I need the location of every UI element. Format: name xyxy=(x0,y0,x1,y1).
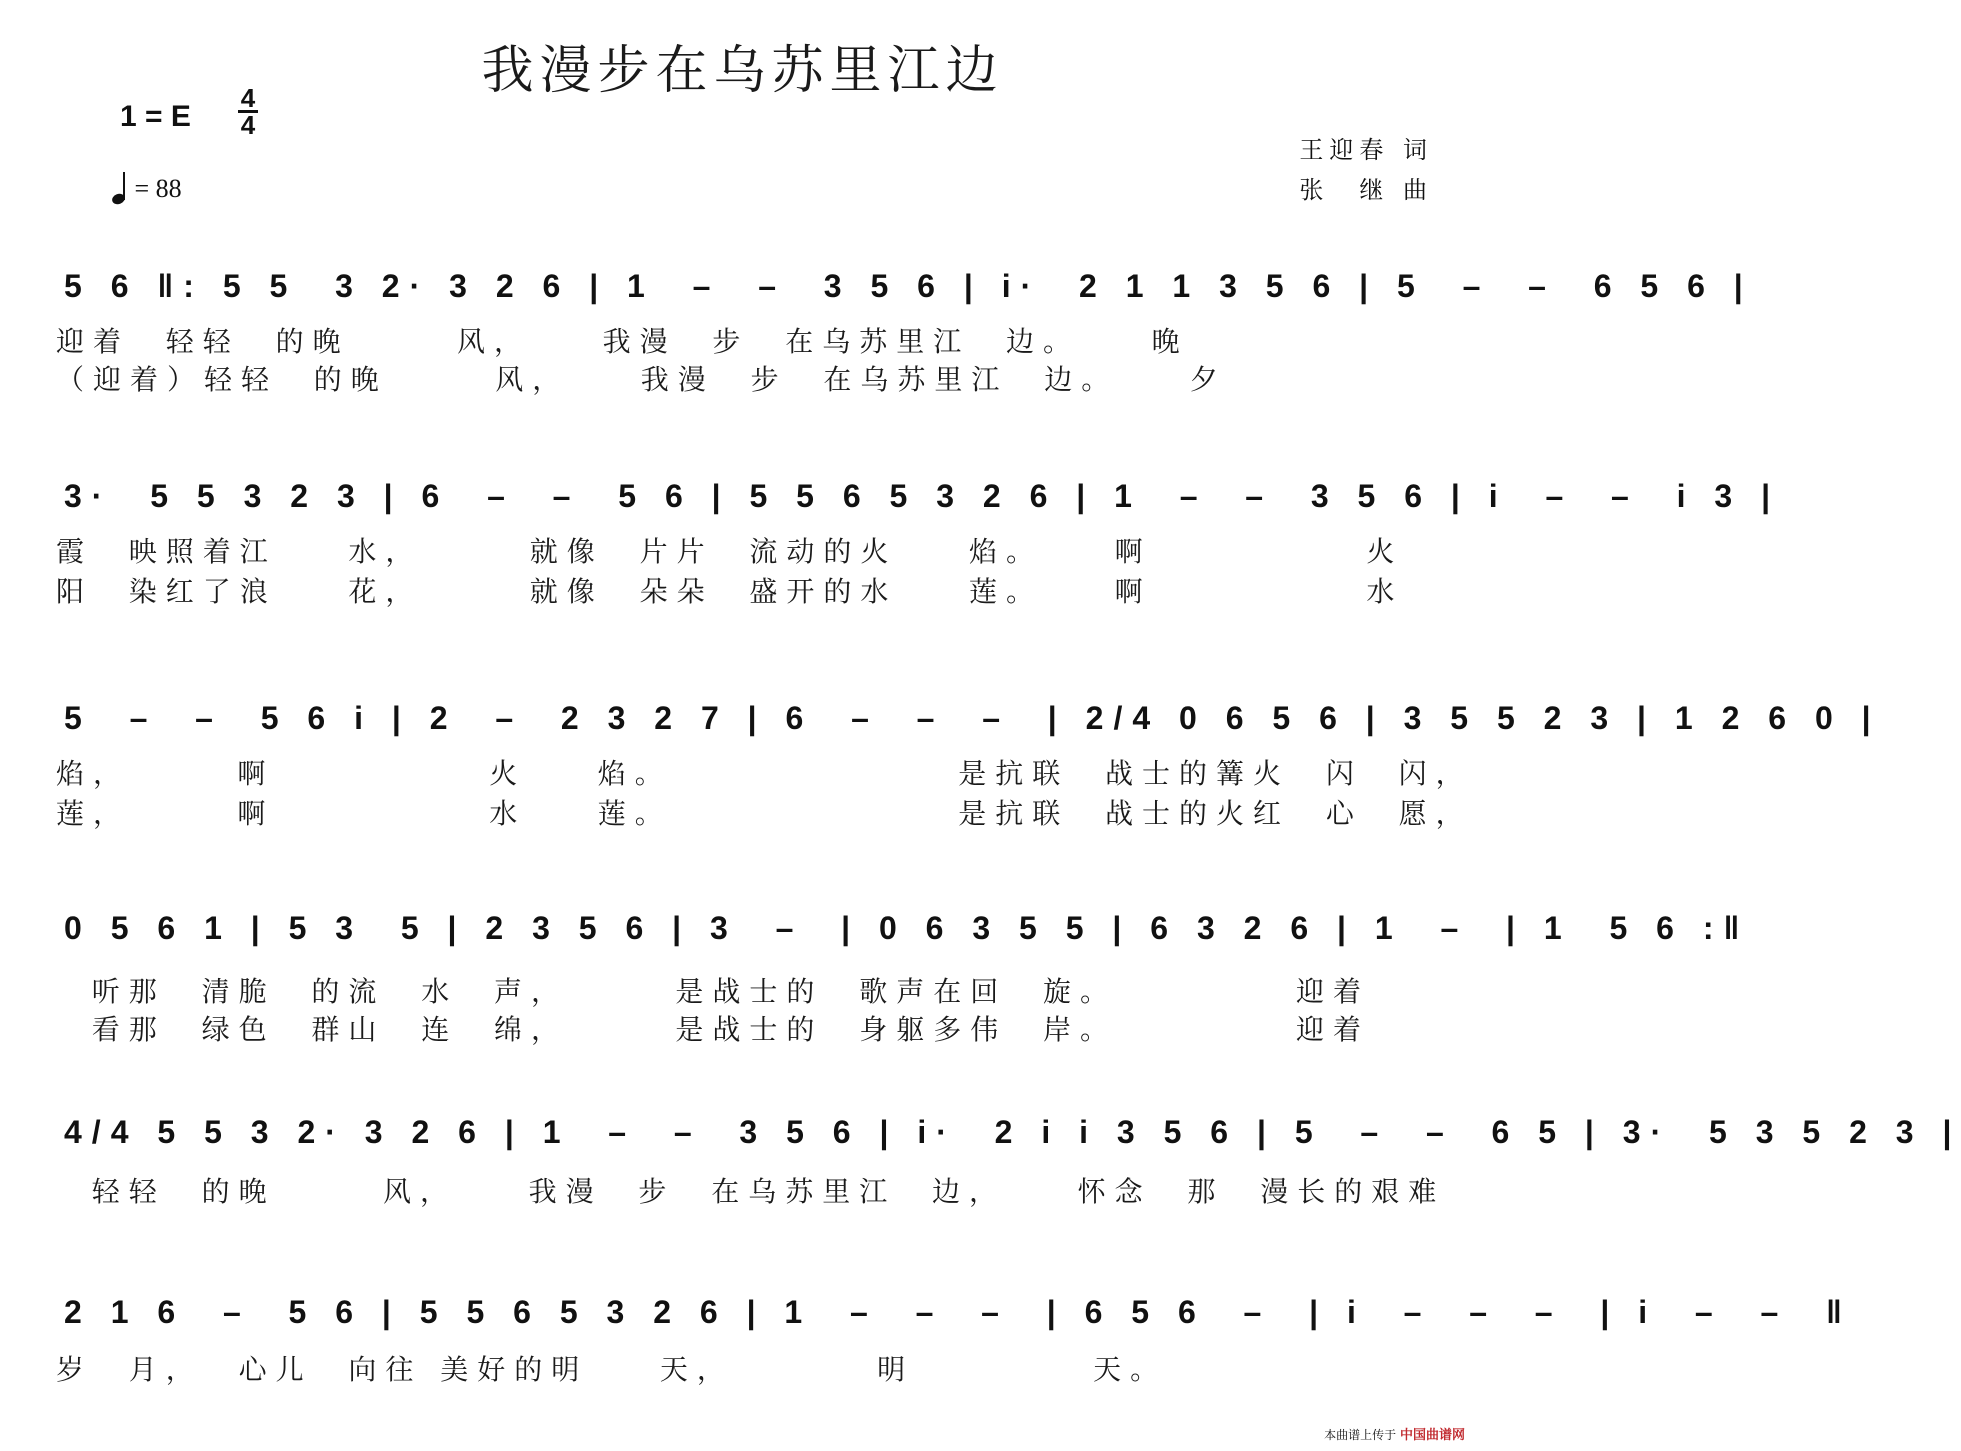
lyric-verse-2: （迎着）轻轻 的晚 风， 我漫 步 在乌苏里江 边。 夕 xyxy=(56,363,1227,396)
notation-line xyxy=(56,1104,1961,1166)
lyric-verse-1: 听那 清脆 的流 水 声， 是战士的 歌声在回 旋。 迎着 xyxy=(56,975,1371,1008)
jianpu-notes: 5 – – 5 6 i | 2 – 2 3 2 7 | 6 – – – | 2/4 0 6 5 6 | 3 5 5 2 3 | 1 2 6 0 | xyxy=(64,700,1881,736)
time-signature xyxy=(236,83,260,140)
jianpu-notes: 4/4 5 5 3 2· 3 2 6 | 1 – – 3 5 6 | i· 2 i i 3 5 6 | 5 – – 6 5 | 3· 5 3 5 2 3 | xyxy=(64,1114,1961,1150)
upload-footer xyxy=(1324,1424,1465,1443)
jianpu-notes: 0 5 6 1 | 5 3 5 | 2 3 5 6 | 3 – | 0 6 3 5 5 | 6 3 2 6 | 1 – | 1 5 6 :‖ xyxy=(64,910,1750,946)
notation-line xyxy=(56,468,1781,530)
lyric-verse-1: 轻轻 的晚 风， 我漫 步 在乌苏里江 边， 怀念 那 漫长的艰难 xyxy=(56,1175,1446,1208)
jianpu-notes: 2 1 6 – 5 6 | 5 5 6 5 3 2 6 | 1 – – – | 6 5 6 – | i – – – | i – – ‖ xyxy=(64,1294,1852,1330)
lyric-verse-1: 霞 映照着江 水， 就像 片片 流动的火 焰。 啊 火 xyxy=(56,535,1404,568)
jianpu-notes: 5 6 ‖: 5 5 3 2· 3 2 6 | 1 – – 3 5 6 | i· 2 1 1 3 5 6 | 5 – – 6 5 6 | xyxy=(64,268,1753,304)
site-logo[interactable]: 中国曲谱网 xyxy=(1399,1428,1465,1443)
notation-line xyxy=(56,1284,1852,1346)
key-signature: 1 = E xyxy=(120,100,191,133)
time-signature-bottom: 4 xyxy=(240,110,256,140)
tempo-value: = 88 xyxy=(134,174,182,203)
lyric-verse-1: 岁 月， 心儿 向往 美好的明 天， 明 天。 xyxy=(56,1353,1168,1386)
notation-line xyxy=(56,900,1750,962)
lyricist-credit: 王迎春 词 xyxy=(1299,136,1433,164)
notation-line xyxy=(56,258,1753,320)
page-title: 我漫步在乌苏里江边 xyxy=(481,41,1004,101)
time-signature-top: 4 xyxy=(240,83,256,113)
jianpu-notes: 3· 5 5 3 2 3 | 6 – – 5 6 | 5 5 6 5 3 2 6 | 1 – – 3 5 6 | i – – i 3 | xyxy=(64,478,1781,514)
lyric-verse-1: 焰， 啊 火 焰。 是抗联 战士的篝火 闪 闪， xyxy=(56,757,1473,790)
lyric-verse-2: 阳 染红了浪 花， 就像 朵朵 盛开的水 莲。 啊 水 xyxy=(56,575,1404,608)
lyric-verse-1: 迎着 轻轻 的晚 风， 我漫 步 在乌苏里江 边。 晚 xyxy=(56,325,1189,358)
tempo-marking xyxy=(112,172,182,204)
footer-text: 本曲谱上传于 xyxy=(1324,1428,1397,1442)
quarter-note-icon xyxy=(112,172,128,204)
composer-credit: 张 继 曲 xyxy=(1299,176,1433,204)
notation-line xyxy=(56,690,1881,752)
lyric-verse-2: 莲， 啊 水 莲。 是抗联 战士的火红 心 愿， xyxy=(56,797,1473,830)
lyric-verse-2: 看那 绿色 群山 连 绵， 是战士的 身躯多伟 岸。 迎着 xyxy=(56,1013,1371,1046)
